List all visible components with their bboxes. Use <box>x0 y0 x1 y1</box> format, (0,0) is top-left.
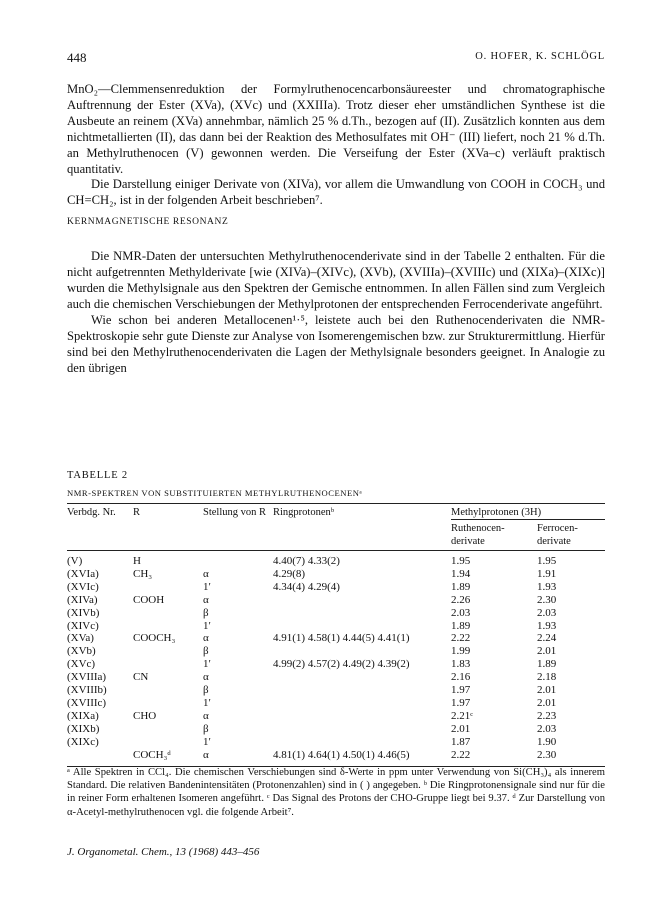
cell-fe: 2.30 <box>537 593 557 606</box>
cell-pos: α <box>203 709 209 722</box>
cell-r: COOH <box>133 593 165 606</box>
cell-fe: 2.03 <box>537 606 557 619</box>
table-caption: TABELLE 2 <box>67 470 128 481</box>
cell-r: COOCH₃ <box>133 632 176 645</box>
table-row <box>67 697 605 710</box>
cell-ring <box>273 620 451 633</box>
cell-ru: 1.97 <box>451 696 471 709</box>
cell-fe: 1.90 <box>537 735 557 748</box>
cell-fe: 2.01 <box>537 696 557 709</box>
table-row <box>67 723 605 736</box>
cell-ring <box>273 594 451 607</box>
cell-ring: 4.81(1) 4.64(1) 4.50(1) 4.46(5) <box>273 749 451 766</box>
cell-ring <box>273 736 451 749</box>
cell-ru: 2.22 <box>451 632 471 645</box>
cell-ru: 1.89 <box>451 619 471 632</box>
footnote: ᵃ Alle Spektren in CCl₄. Die chemischen Verschiebungen sind δ-Werte in ppm unter Verwendung von Si(CH₃)₄ als innerem Standard. Die relativen Bandenintensitäten (Protonenzahlen) sind in ( ) angegeben. ᵇ Die Ringprotonensignale sind nur für die in reiner Form erhaltenen Isomeren angeführt. ᶜ Das Signal des Protons der CHO-Gruppe liegt bei 9.37. ᵈ Zur Darstellung von α-Acetyl-methylruthenocen vgl. die folgende Arbeit⁷. <box>67 767 605 818</box>
cell-nr: (XVIIIa) <box>67 671 107 684</box>
cell-nr: (XIVa) <box>67 593 98 606</box>
cell-pos: β <box>203 606 209 619</box>
cell-pos: α <box>203 749 273 766</box>
paragraph: Die Darstellung einiger Derivate von (XIVa), vor allem die Umwandlung von COOH in COCH₃ und CH=CH₂, ist in der folgenden Arbeit beschrieben⁷. <box>67 177 605 208</box>
cell-ru: 1.94 <box>451 567 471 580</box>
cell-ru: 1.83 <box>451 658 471 671</box>
cell-fe: 1.91 <box>537 567 557 580</box>
cell-ru: 2.16 <box>451 671 471 684</box>
cell-nr: (XVc) <box>67 658 96 671</box>
cell-nr: (XVa) <box>67 632 94 645</box>
cell-pos: α <box>203 567 209 580</box>
cell-pos: 1′ <box>203 696 211 709</box>
table-row <box>67 684 605 697</box>
table-row <box>67 594 605 607</box>
cell-pos: β <box>203 722 209 735</box>
cell-ru: 2.21ᶜ <box>451 709 474 722</box>
cell-nr: (XVIa) <box>67 567 99 580</box>
cell-ring <box>273 645 451 658</box>
cell-ru: 2.03 <box>451 606 471 619</box>
cell-ru: 1.89 <box>451 580 471 593</box>
cell-fe: 1.89 <box>537 658 557 671</box>
cell-nr: (XVb) <box>67 645 96 658</box>
table-row <box>67 710 605 723</box>
cell-pos: α <box>203 671 209 684</box>
table-subtitle: NMR-SPEKTREN VON SUBSTITUIERTEN METHYLRUTHENOCENENᵃ <box>67 488 363 498</box>
col-header-methyl-protons: Methylprotonen (3H) <box>451 506 605 520</box>
cell-ring: 4.34(4) 4.29(4) <box>273 580 340 593</box>
table-row <box>67 632 605 645</box>
cell-ru: 2.22 <box>451 749 537 766</box>
cell-pos: 1′ <box>203 735 211 748</box>
cell-nr: (XIVc) <box>67 619 99 632</box>
cell-ring <box>273 710 451 723</box>
cell-pos: α <box>203 632 209 645</box>
cell-ring: 4.40(7) 4.33(2) <box>273 555 340 567</box>
cell-fe: 1.93 <box>537 580 557 593</box>
table-row <box>67 581 605 594</box>
cell-fe: 2.01 <box>537 645 557 658</box>
cell-fe: 1.95 <box>537 555 557 567</box>
cell-ru: 1.95 <box>451 555 471 567</box>
col-header-ferrocene: Ferrocen-derivate <box>537 523 578 547</box>
table-row <box>67 736 605 749</box>
section-heading: KERNMAGNETISCHE RESONANZ <box>67 217 229 228</box>
cell-r <box>133 581 203 594</box>
cell-r: CN <box>133 671 149 684</box>
table-row <box>67 620 605 633</box>
cell-nr: (V) <box>67 555 83 567</box>
cell-fe: 2.30 <box>537 749 605 766</box>
cell-nr: (XIXb) <box>67 722 100 735</box>
cell-r <box>133 697 203 710</box>
col-header-ruthenocene: Ruthenocen-derivate <box>451 523 505 547</box>
cell-ring <box>273 697 451 710</box>
cell-r: H <box>133 555 141 567</box>
cell-ru: 1.87 <box>451 735 471 748</box>
cell-ru: 1.97 <box>451 684 471 697</box>
col-header-position: Stellung von R <box>203 504 273 551</box>
cell-pos <box>203 551 273 568</box>
cell-pos: 1′ <box>203 658 211 671</box>
cell-r <box>133 620 203 633</box>
cell-r <box>133 645 203 658</box>
cell-fe: 2.18 <box>537 671 557 684</box>
table-footnotes <box>67 766 605 819</box>
cell-r <box>133 684 203 697</box>
cell-pos: 1′ <box>203 580 211 593</box>
cell-pos: 1′ <box>203 619 211 632</box>
body-text <box>67 82 605 376</box>
cell-ring: 4.91(1) 4.58(1) 4.44(5) 4.41(1) <box>273 632 410 645</box>
paragraph: Wie schon bei anderen Metallocenen¹·⁵, leistete auch bei den Ruthenocenderivaten die NMR-Spektroskopie sehr gute Dienste zur Analyse von Isomerengemischen bzw. zur Strukturermittlung. Hierfür sind bei den Methylruthenocenderivaten die Lagen der Methylsignale besonders geeignet. In Analogie zu den übrigen <box>67 312 605 375</box>
cell-fe: 2.01 <box>537 684 557 697</box>
col-header-compound: Verbdg. Nr. <box>67 504 133 551</box>
cell-nr: (XVIc) <box>67 580 99 593</box>
cell-ring: 4.29(8) <box>273 567 306 580</box>
cell-r: CHO <box>133 709 157 722</box>
journal-citation: J. Organometal. Chem., 13 (1968) 443–456 <box>67 846 260 858</box>
col-header-r: R <box>133 504 203 551</box>
cell-r: COCH₃ᵈ <box>133 749 203 766</box>
cell-ring <box>273 684 451 697</box>
cell-fe: 2.24 <box>537 632 557 645</box>
cell-nr: (XIVb) <box>67 606 100 619</box>
cell-nr: (XVIIIc) <box>67 696 107 709</box>
cell-r <box>133 723 203 736</box>
table-row <box>67 658 605 671</box>
paragraph: MnO₂—Clemmensenreduktion der Formylruthenocencarbonsäureester und chromatographische Auftrennung der Ester (XVa), (XVc) und (XXIIIa). Trotz dieser eher umständlichen Synthese ist die Ausbeute an reinem (XVa) annehmbar, nämlich 25 % d.Th., bezogen auf (II). Zusätzlich konnten aus dem nichtmetallierten (II), das dann bei der Reaktion des Methosulfates mit OH⁻ (III) liefert, noch 21 % d.Th. an Methylruthenocen (V) gewonnen werden. Die Verseifung der Ester (XVa–c) verläuft praktisch quantitativ. <box>67 82 605 176</box>
cell-pos: β <box>203 684 209 697</box>
cell-r: CH₃ <box>133 567 153 580</box>
table-row <box>67 749 605 766</box>
table-row <box>67 607 605 620</box>
cell-nr: (XIXa) <box>67 709 99 722</box>
cell-ru: 2.01 <box>451 722 471 735</box>
cell-fe: 1.93 <box>537 619 557 632</box>
cell-nr <box>67 749 133 766</box>
table-body <box>67 551 605 767</box>
cell-ru: 2.26 <box>451 593 471 606</box>
cell-r <box>133 607 203 620</box>
cell-ru: 1.99 <box>451 645 471 658</box>
cell-nr: (XIXc) <box>67 735 99 748</box>
cell-pos: α <box>203 593 209 606</box>
table-row <box>67 671 605 684</box>
cell-pos: β <box>203 645 209 658</box>
cell-fe: 2.23 <box>537 709 557 722</box>
running-authors: O. HOFER, K. SCHLÖGL <box>475 51 605 62</box>
table-row <box>67 568 605 581</box>
cell-ring <box>273 723 451 736</box>
table-row <box>67 551 605 568</box>
col-header-ring-protons: Ringprotonenᵇ <box>273 504 451 551</box>
cell-ring <box>273 607 451 620</box>
cell-fe: 2.03 <box>537 722 557 735</box>
cell-r <box>133 658 203 671</box>
cell-nr: (XVIIIb) <box>67 684 107 697</box>
page-number: 448 <box>67 50 87 65</box>
nmr-table <box>67 503 605 767</box>
cell-ring <box>273 671 451 684</box>
table-row <box>67 645 605 658</box>
cell-ring: 4.99(2) 4.57(2) 4.49(2) 4.39(2) <box>273 658 410 671</box>
running-header <box>67 50 605 66</box>
cell-r <box>133 736 203 749</box>
paragraph: Die NMR-Daten der untersuchten Methylruthenocenderivate sind in der Tabelle 2 enthalten. Für die nicht aufgetrennten Methylderivate [wie (XIVa)–(XIVc), (XVb), (XVIIIa)–(XVIIIc) und (XIXa)–(XIXc)] wurden die Methylsignale aus den Spektren der Gemische entnommen. In allen Fällen sind zum Vergleich auch die chemischen Verschiebungen der Methylprotonen der entsprechenden Ferrocenderivate angeführt. <box>67 249 605 311</box>
